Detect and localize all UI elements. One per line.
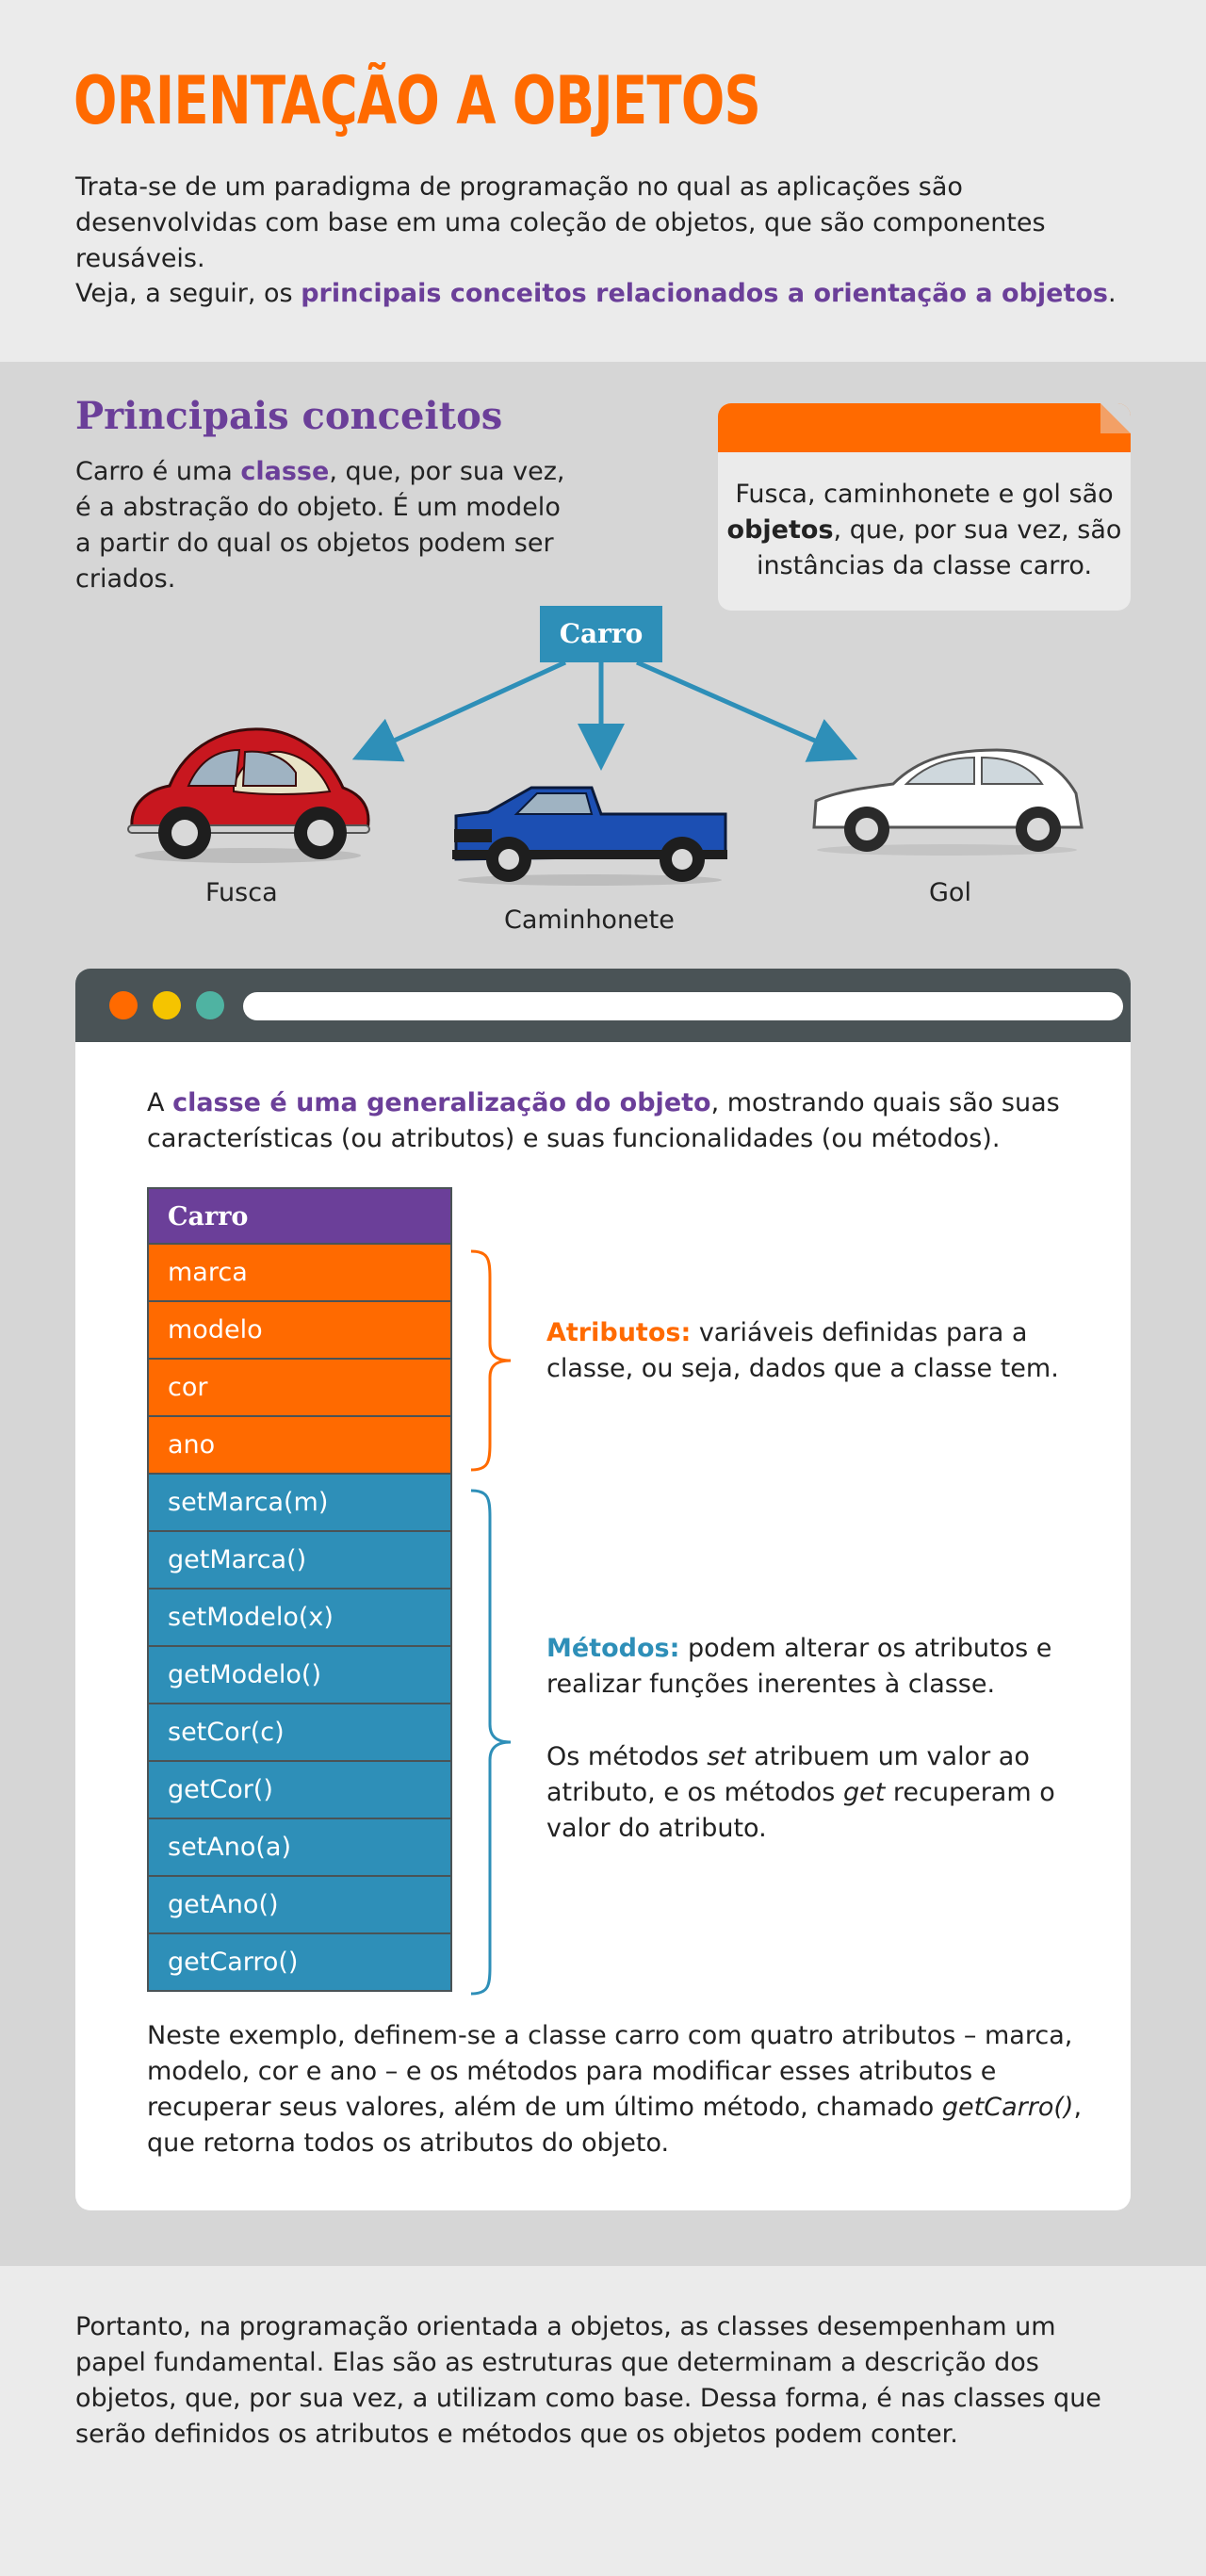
uml-method: getCor() xyxy=(147,1762,452,1819)
methods-label: Métodos: xyxy=(546,1634,680,1663)
note-highlight: objetos xyxy=(726,515,834,545)
caminhonete-car-icon xyxy=(450,774,729,888)
car-label-gol: Gol xyxy=(929,878,971,907)
concepts-title: Principais conceitos xyxy=(75,394,503,438)
uml-class-diagram xyxy=(147,1187,452,1992)
fusca-car-icon xyxy=(121,716,375,867)
note-text xyxy=(718,477,1131,584)
window-dot-yellow-icon xyxy=(153,991,181,1019)
objects-note xyxy=(718,403,1131,611)
attributes-label: Atributos: xyxy=(546,1318,692,1347)
uml-attribute: marca xyxy=(147,1245,452,1302)
note-fold-corner xyxy=(1100,403,1131,433)
intro2-highlight: principais conceitos relacionados a orientação a objetos xyxy=(301,279,1108,308)
window-dot-teal-icon xyxy=(196,991,224,1019)
attributes-brace-icon xyxy=(469,1249,516,1472)
methods2-b: atribuem um valor ao atributo, e os métodos xyxy=(546,1742,1030,1807)
card-intro-text xyxy=(147,1085,1089,1157)
concepts-text-suffix: , que, por sua vez, é a abstração do objeto. É um modelo a partir do qual os objetos podem ser criados. xyxy=(75,457,565,594)
uml-method: getCarro() xyxy=(147,1934,452,1992)
uml-method: setMarca(m) xyxy=(147,1475,452,1532)
methods2-get: get xyxy=(842,1778,886,1807)
uml-header: Carro xyxy=(147,1187,452,1245)
methods-set-get-description xyxy=(546,1739,1074,1847)
foot-method: getCarro() xyxy=(941,2093,1074,2122)
car-label-caminhonete: Caminhonete xyxy=(504,905,675,935)
intro-paragraph: Trata-se de um paradigma de programação no qual as aplicações são desenvolvidas com base em uma coleção de objetos, que são componentes reusáveis. xyxy=(75,172,1046,273)
note-header-bar xyxy=(718,403,1131,452)
card-intro-suffix: , mostrando quais são suas características (ou atributos) e suas funcionalidades (ou métodos). xyxy=(147,1088,1060,1153)
note-suffix: , que, por sua vez, são instâncias da classe carro. xyxy=(756,515,1122,580)
concepts-text xyxy=(75,454,565,597)
page-title: ORIENTAÇÃO A OBJETOS xyxy=(73,62,761,139)
class-carro-box: Carro xyxy=(540,606,662,662)
attributes-text: variáveis definidas para a classe, ou seja, dados que a classe tem. xyxy=(546,1318,1059,1383)
concepts-text-prefix: Carro é uma xyxy=(75,457,241,486)
foot-b: , que retorna todos os atributos do objeto. xyxy=(147,2093,1083,2158)
intro-paragraph-2 xyxy=(75,276,1131,312)
uml-attribute: cor xyxy=(147,1360,452,1417)
window-address-bar xyxy=(243,992,1123,1020)
card-intro-highlight: classe é uma generalização do objeto xyxy=(172,1088,711,1117)
uml-method: getMarca() xyxy=(147,1532,452,1590)
uml-method: getAno() xyxy=(147,1877,452,1934)
uml-attribute: modelo xyxy=(147,1302,452,1360)
methods2-a: Os métodos xyxy=(546,1742,708,1771)
window-dot-orange-icon xyxy=(109,991,138,1019)
uml-method: setCor(c) xyxy=(147,1704,452,1762)
car-label-fusca: Fusca xyxy=(205,878,278,907)
card-footer-text xyxy=(147,2018,1089,2161)
uml-method: getModelo() xyxy=(147,1647,452,1704)
uml-attribute: ano xyxy=(147,1417,452,1475)
window-bar xyxy=(75,969,1131,1042)
intro2-suffix: . xyxy=(1108,279,1116,308)
methods2-c: recuperam o valor do atributo. xyxy=(546,1778,1055,1843)
methods-brace-icon xyxy=(469,1489,516,1996)
methods-text: podem alterar os atributos e realizar funções inerentes à classe. xyxy=(546,1634,1052,1699)
conclusion-text: Portanto, na programação orientada a objetos, as classes desempenham um papel fundamental. Elas são as estruturas que determinam a descrição dos objetos, que, por sua vez, a utilizam como base. Dessa forma, é nas classes que serão definidos os atributos e métodos que os objetos podem conter. xyxy=(75,2312,1101,2449)
uml-method: setModelo(x) xyxy=(147,1590,452,1647)
attributes-description xyxy=(546,1315,1102,1387)
card-intro-prefix: A xyxy=(147,1088,173,1117)
methods2-set: set xyxy=(707,1742,746,1771)
uml-method: setAno(a) xyxy=(147,1819,452,1877)
concepts-text-highlight: classe xyxy=(240,457,330,486)
gol-car-icon xyxy=(808,741,1085,857)
methods-description xyxy=(546,1631,1074,1703)
class-card xyxy=(75,969,1131,2210)
intro2-prefix: Veja, a seguir, os xyxy=(75,279,302,308)
foot-a: Neste exemplo, definem-se a classe carro com quatro atributos – marca, modelo, cor e ano – e os métodos para modificar esses atributos e recuperar seus valores, além de um último método, chamado xyxy=(147,2021,1073,2122)
note-prefix: Fusca, caminhonete e gol são xyxy=(735,480,1114,509)
